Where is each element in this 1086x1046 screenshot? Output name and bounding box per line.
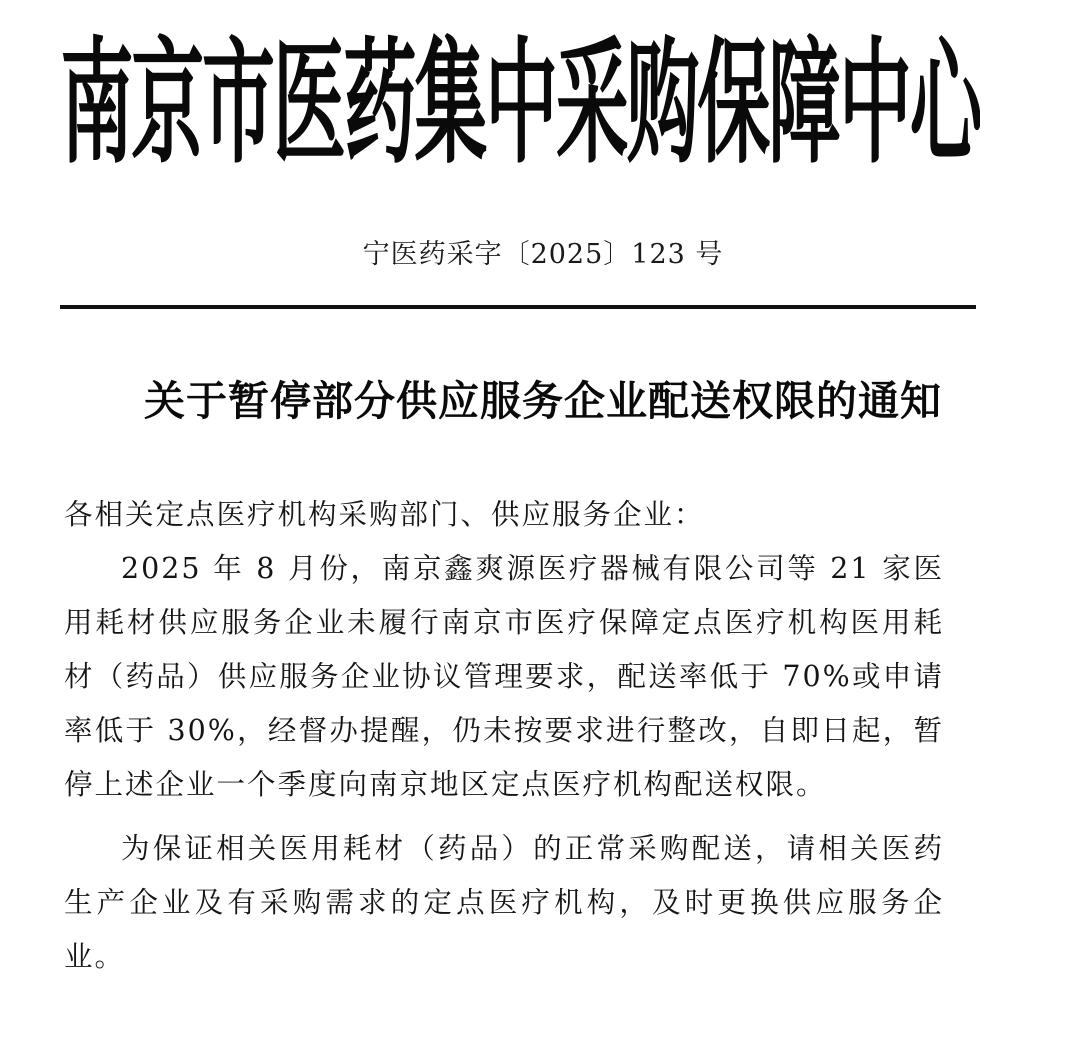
masthead: [60, 28, 980, 178]
document-number: 宁医药采字〔2025〕123 号: [362, 239, 724, 270]
notice-title: 关于暂停部分供应服务企业配送权限的通知: [144, 377, 942, 425]
body-paragraph-1: 2025 年 8 月份，南京鑫爽源医疗器械有限公司等 21 家医用耗材供应服务企业未履行南京市医疗保障定点医疗机构医用耗材（药品）供应服务企业协议管理要求，配送率低于 70%或申请率低于 30%，经督办提醒，仍未按要求进行整改，自即日起，暂停上述企业一个季度向南京地区定点医疗机构配送权限。: [64, 552, 944, 801]
header-divider: [60, 305, 976, 309]
masthead-title: 南京市医药集中采购保障中心: [60, 28, 980, 178]
salutation: 各相关定点医疗机构采购部门、供应服务企业：: [64, 498, 705, 531]
body-paragraph-2: 为保证相关医用耗材（药品）的正常采购配送，请相关医药生产企业及有采购需求的定点医疗机构，及时更换供应服务企业。: [64, 832, 944, 973]
notice-body: [64, 488, 944, 984]
